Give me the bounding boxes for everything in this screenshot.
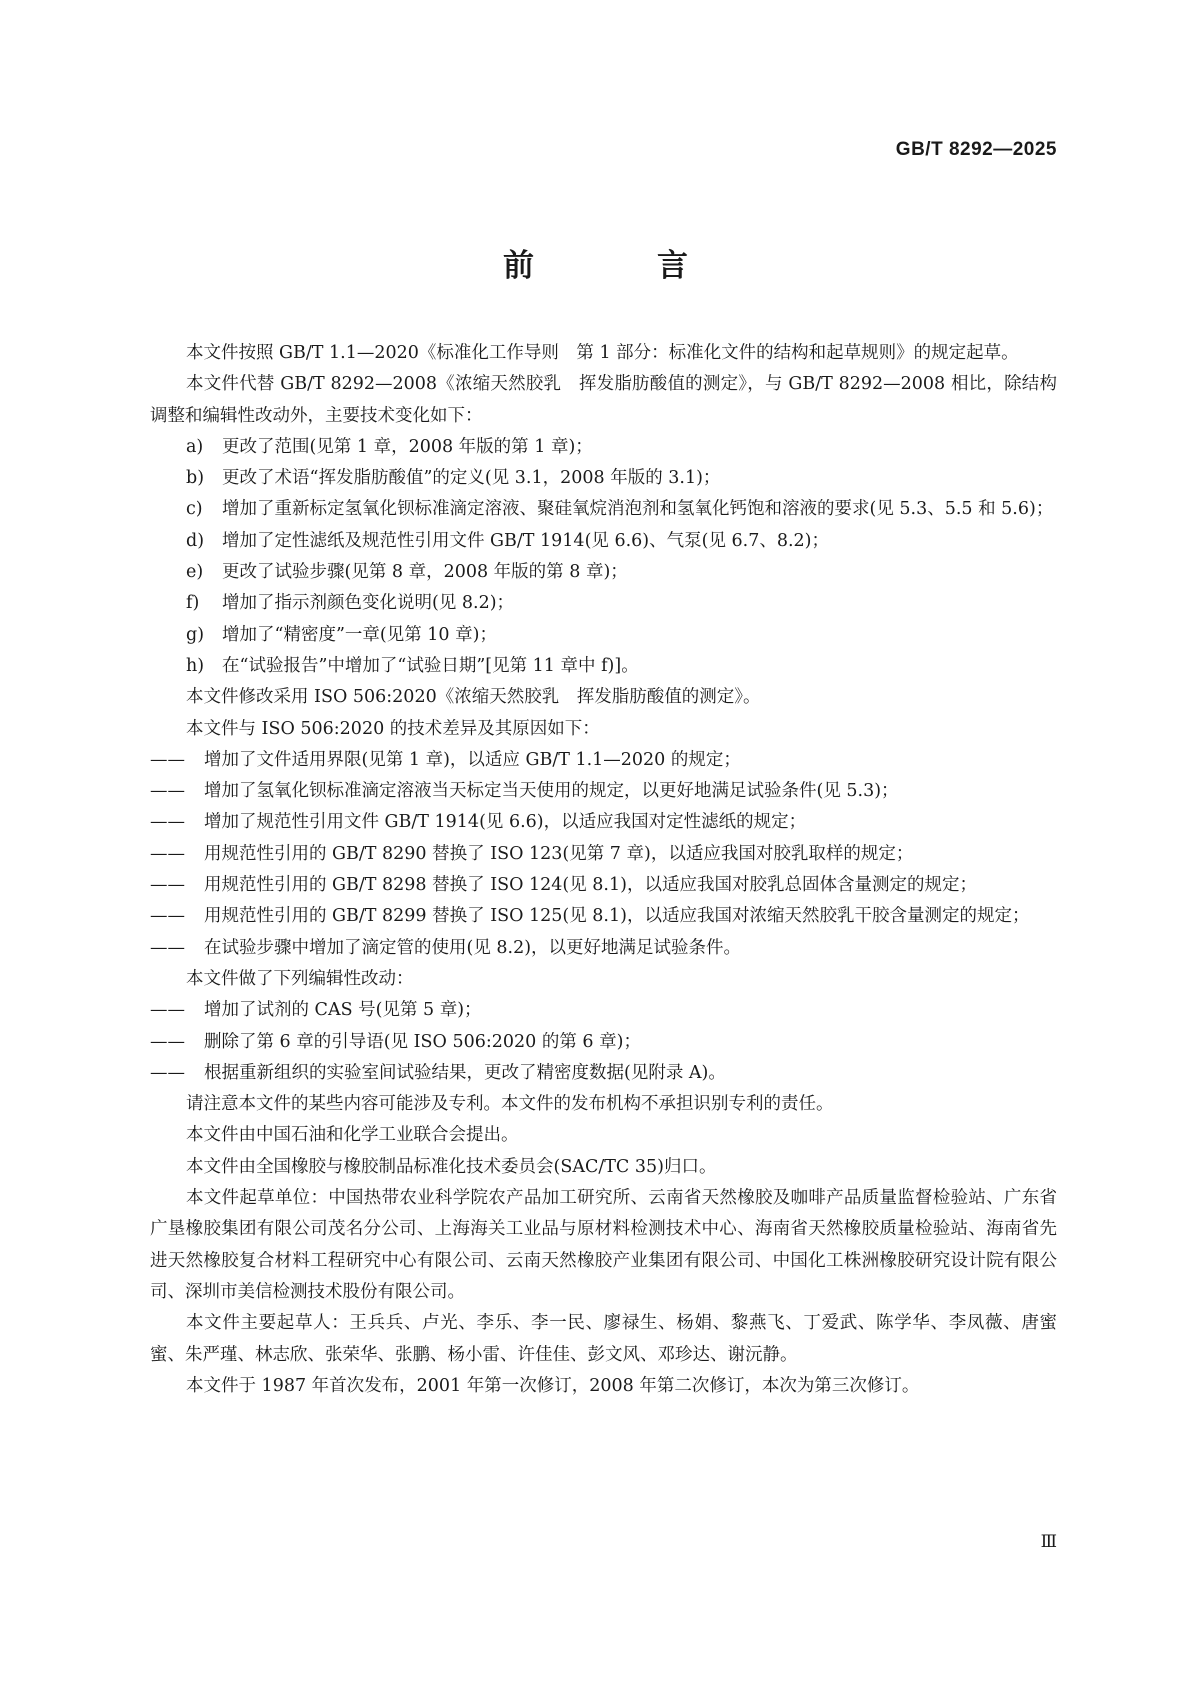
paragraph-drafting-basis: 本文件按照 GB/T 1.1—2020《标准化工作导则 第 1 部分：标准化文件的结构和起草规则》的规定起草。 — [186, 343, 1019, 363]
list-item — [150, 745, 1057, 776]
list-item — [150, 839, 1057, 870]
list-marker: b) — [186, 468, 205, 489]
list-marker: f) — [186, 593, 200, 614]
list-item — [150, 651, 1057, 682]
list-item-text: 更改了范围(见第 1 章，2008 年版的第 1 章)； — [222, 436, 593, 457]
list-item-text: 增加了指示剂颜色变化说明(见 8.2)； — [222, 593, 515, 614]
foreword-body — [150, 338, 1057, 1402]
list-item-text: 根据重新组织的实验室间试验结果，更改了精密度数据(见附录 A)。 — [204, 1062, 726, 1083]
list-item-text: 用规范性引用的 GB/T 8298 替换了 ISO 124(见 8.1)，以适应我国对胶乳总固体含量测定的规定； — [204, 875, 977, 896]
paragraph-editorial-intro: 本文件做了下列编辑性改动： — [186, 968, 414, 989]
list-item-text: 更改了试验步骤(见第 8 章，2008 年版的第 8 章)； — [222, 562, 628, 583]
list-marker: g) — [186, 624, 205, 645]
list-item — [150, 901, 1057, 932]
list-item-text: 更改了术语“挥发脂肪酸值”的定义(见 3.1，2008 年版的 3.1)； — [222, 468, 721, 489]
paragraph-iso-adoption: 本文件修改采用 ISO 506:2020《浓缩天然胶乳 挥发脂肪酸值的测定》。 — [186, 687, 761, 708]
list-item — [150, 807, 1057, 838]
list-item — [150, 557, 1057, 588]
list-item — [150, 1027, 1057, 1058]
list-item-text: 增加了文件适用界限(见第 1 章)，以适应 GB/T 1.1—2020 的规定； — [204, 749, 741, 770]
paragraph-drafting-units: 本文件起草单位：中国热带农业科学院农产品加工研究所、云南省天然橡胶及咖啡产品质量监督检验站、广东省广垦橡胶集团有限公司茂名分公司、上海海关工业品与原材料检测技术中心、海南省天然橡胶质量检验站、海南省先进天然橡胶复合材料工程研究中心有限公司、云南天然橡胶产业集团有限公司、中国化工株洲橡胶研究设计院有限公司、深圳市美信检测技术股份有限公司。 — [150, 1188, 1057, 1302]
changes-list — [150, 432, 1057, 682]
tech-diff-list — [150, 745, 1057, 964]
list-item-text: 增加了规范性引用文件 GB/T 1914(见 6.6)，以适应我国对定性滤纸的规定； — [204, 812, 807, 833]
list-item-text: 增加了氢氧化钡标准滴定溶液当天标定当天使用的规定，以更好地满足试验条件(见 5.3)； — [204, 781, 899, 802]
list-item-text: 用规范性引用的 GB/T 8290 替换了 ISO 123(见第 7 章)，以适应我国对胶乳取样的规定； — [204, 843, 914, 864]
list-marker: —— — [150, 812, 185, 833]
list-marker: —— — [150, 1000, 185, 1021]
document-code: GB/T 8292—2025 — [895, 139, 1057, 160]
list-item — [150, 995, 1057, 1026]
list-item-text: 在“试验报告”中增加了“试验日期”[见第 11 章中 f)]。 — [222, 655, 639, 676]
paragraph-technical-committee: 本文件由全国橡胶与橡胶制品标准化技术委员会(SAC/TC 35)归口。 — [186, 1156, 717, 1177]
list-item — [150, 870, 1057, 901]
list-item — [150, 494, 1057, 525]
list-item-text: 删除了第 6 章的引导语(见 ISO 506:2020 的第 6 章)； — [204, 1031, 641, 1052]
page-title: 前 言 — [503, 248, 734, 284]
list-marker: —— — [150, 1031, 185, 1052]
list-item-text: 增加了试剂的 CAS 号(见第 5 章)； — [204, 1000, 482, 1021]
list-marker: h) — [186, 655, 205, 676]
list-item — [150, 463, 1057, 494]
editorial-changes-list — [150, 995, 1057, 1089]
paragraph-patent-notice: 请注意本文件的某些内容可能涉及专利。本文件的发布机构不承担识别专利的责任。 — [186, 1094, 834, 1115]
list-item-text: 增加了“精密度”一章(见第 10 章)； — [222, 624, 497, 645]
list-marker: d) — [186, 530, 205, 551]
paragraph-publication-history: 本文件于 1987 年首次发布，2001 年第一次修订，2008 年第二次修订，本次为第三次修订。 — [186, 1375, 920, 1396]
list-item — [150, 620, 1057, 651]
list-marker: —— — [150, 906, 185, 927]
list-item-text: 在试验步骤中增加了滴定管的使用(见 8.2)，以更好地满足试验条件。 — [204, 937, 742, 958]
list-item — [150, 1058, 1057, 1089]
list-marker: —— — [150, 749, 185, 770]
list-item — [150, 776, 1057, 807]
list-marker: e) — [186, 562, 204, 583]
list-item-text: 增加了定性滤纸及规范性引用文件 GB/T 1914(见 6.6)、气泵(见 6.7、8.2)； — [222, 530, 829, 551]
list-item — [150, 933, 1057, 964]
list-marker: a) — [186, 436, 204, 457]
list-item — [150, 526, 1057, 557]
list-marker: —— — [150, 843, 185, 864]
list-item — [150, 588, 1057, 619]
page-number: Ⅲ — [1040, 1532, 1057, 1551]
list-marker: —— — [150, 937, 185, 958]
paragraph-proposer: 本文件由中国石油和化学工业联合会提出。 — [186, 1125, 519, 1146]
paragraph-replacement: 本文件代替 GB/T 8292—2008《浓缩天然胶乳 挥发脂肪酸值的测定》，与 GB/T 8292—2008 相比，除结构调整和编辑性改动外，主要技术变化如下： — [150, 374, 1057, 426]
list-marker: —— — [150, 875, 185, 896]
list-item-text: 增加了重新标定氢氧化钡标准滴定溶液、聚硅氧烷消泡剂和氢氧化钙饱和溶液的要求(见 5.3、5.5 和 5.6)； — [222, 499, 1054, 520]
paragraph-drafters: 本文件主要起草人：王兵兵、卢光、李乐、李一民、廖禄生、杨娟、黎燕飞、丁爱武、陈学华、李凤薇、唐蜜蜜、朱严瑾、林志欣、张荣华、张鹏、杨小雷、许佳佳、彭文风、邓珍达、谢沅静。 — [150, 1313, 1057, 1365]
list-item-text: 用规范性引用的 GB/T 8299 替换了 ISO 125(见 8.1)，以适应我国对浓缩天然胶乳干胶含量测定的规定； — [204, 906, 1030, 927]
list-marker: —— — [150, 1062, 185, 1083]
list-marker: —— — [150, 781, 185, 802]
list-marker: c) — [186, 499, 203, 520]
paragraph-tech-diff-intro: 本文件与 ISO 506:2020 的技术差异及其原因如下： — [186, 718, 600, 739]
list-item — [150, 432, 1057, 463]
